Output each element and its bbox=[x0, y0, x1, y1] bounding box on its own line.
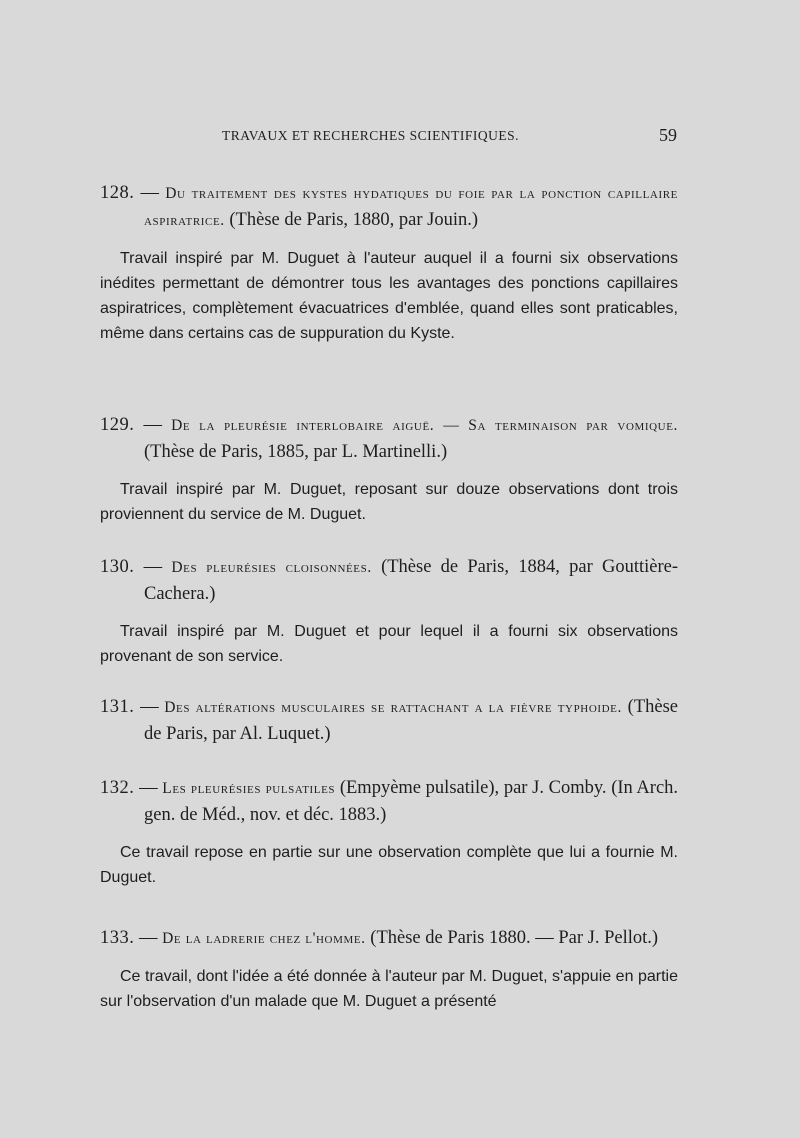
entry-130 bbox=[100, 554, 678, 669]
entry-heading bbox=[100, 180, 678, 234]
entry-heading bbox=[100, 925, 678, 952]
entry-number: 130. bbox=[100, 557, 135, 577]
entry-dash: — bbox=[140, 697, 159, 717]
entry-dash: — bbox=[143, 557, 163, 577]
entry-title: Des pleurésies cloisonnées. bbox=[171, 559, 372, 576]
entry-description: Ce travail repose en partie sur une observation complète que lui a fournie M. Duguet. bbox=[100, 844, 678, 886]
entry-heading bbox=[100, 554, 678, 607]
entry-number: 131. bbox=[100, 697, 135, 717]
entry-title: Du traitement des kystes hydatiques du foie par la ponction capillaire aspiratrice. bbox=[144, 185, 678, 229]
entry-title: Les pleurésies pulsatiles bbox=[162, 780, 336, 797]
entry-heading bbox=[100, 775, 678, 828]
running-head bbox=[222, 125, 677, 145]
entry-title: De la pleurésie interlobaire aiguë. — Sa terminaison par vomique. bbox=[171, 417, 679, 434]
entry-dash: — bbox=[140, 183, 160, 203]
entry-description: Travail inspiré par M. Duguet à l'auteur auquel il a fourni six observations inédites permettant de démontrer tous les avantages des ponctions capillaires aspiratrices, complètement évacuatrices d'emblée, quand elles sont praticables, même dans certains cas de suppuration du Kyste. bbox=[100, 250, 678, 342]
entry-number: 129. bbox=[100, 415, 135, 435]
header-title: TRAVAUX ET RECHERCHES SCIENTIFIQUES. bbox=[222, 128, 520, 143]
entry-citation: (Empyème pulsatile), par J. Comby. (In Arch. gen. de Méd., nov. et déc. 1883.) bbox=[144, 778, 679, 825]
entry-heading bbox=[100, 694, 678, 747]
entry-number: 128. bbox=[100, 183, 135, 203]
entry-citation: (Thèse de Paris, par Al. Luquet.) bbox=[144, 697, 679, 744]
entry-129 bbox=[100, 412, 678, 527]
entry-description: Travail inspiré par M. Duguet, reposant sur douze observations dont trois proviennent du service de M. Duguet. bbox=[100, 481, 678, 523]
entry-title: Des altérations musculaires se rattachant a la fièvre typhoide. bbox=[164, 699, 622, 716]
entry-132 bbox=[100, 775, 678, 890]
entry-description: Travail inspiré par M. Duguet et pour lequel il a fourni six observations provenant de son service. bbox=[100, 623, 678, 665]
entry-number: 133. bbox=[100, 928, 135, 948]
entry-number: 132. bbox=[100, 778, 135, 798]
entry-dash: — bbox=[139, 928, 158, 948]
entry-131 bbox=[100, 694, 678, 747]
entry-133 bbox=[100, 925, 678, 1014]
entry-heading bbox=[100, 412, 678, 465]
entry-description: Ce travail, dont l'idée a été donnée à l'auteur par M. Duguet, s'appuie en partie sur l'observation d'un malade que M. Duguet a présenté bbox=[100, 968, 678, 1010]
entry-128 bbox=[100, 180, 678, 346]
page-number: 59 bbox=[659, 125, 677, 145]
entry-title: De la ladrerie chez l'homme. bbox=[162, 930, 366, 947]
entry-citation: (Thèse de Paris, 1884, par Gouttière-Cachera.) bbox=[144, 557, 679, 604]
entry-citation: (Thèse de Paris, 1885, par L. Martinelli.) bbox=[144, 442, 448, 462]
entry-dash: — bbox=[139, 778, 158, 798]
entry-citation: (Thèse de Paris 1880. — Par J. Pellot.) bbox=[370, 928, 659, 948]
entry-dash: — bbox=[143, 415, 162, 435]
entry-citation: (Thèse de Paris, 1880, par Jouin.) bbox=[229, 210, 479, 230]
